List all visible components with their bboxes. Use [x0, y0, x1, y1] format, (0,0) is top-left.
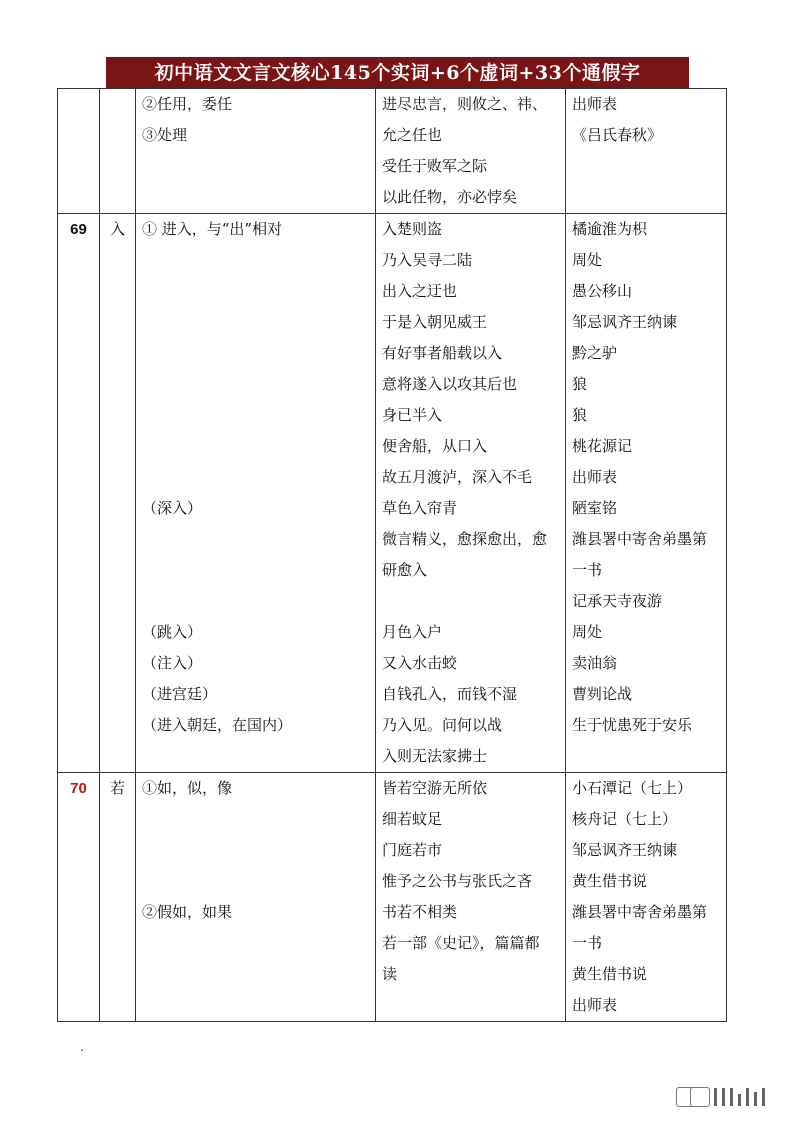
source-line: 桃花源记 — [572, 437, 633, 455]
example-line: 出入之迂也 — [382, 282, 458, 300]
meaning-line: （跳入） — [142, 623, 203, 641]
meaning-line: ③处理 — [142, 126, 188, 144]
source-line: 黔之驴 — [572, 344, 618, 362]
meaning-line — [142, 959, 369, 990]
footnote-dot: . — [80, 1040, 84, 1054]
meaning-line — [142, 928, 369, 959]
example-line: 又入水击蛟 — [382, 654, 458, 672]
meaning-line: （进入朝廷，在国内） — [142, 716, 293, 734]
example-line: 惟予之公书与张氏之吝 — [382, 872, 533, 890]
source-line: 陋室铭 — [572, 499, 618, 517]
example-line: 进尽忠言，则攸之、祎、 — [382, 95, 548, 113]
entry-character: 若 — [100, 773, 136, 1022]
example-line — [382, 586, 559, 617]
example-cell — [376, 214, 566, 773]
meaning-line: ①如，似，像 — [142, 779, 233, 797]
source-line: 邹忌讽齐王纳谏 — [572, 841, 678, 859]
meaning-line — [142, 866, 369, 897]
example-line: 允之任也 — [382, 126, 443, 144]
meaning-line: ②假如，如果 — [142, 903, 233, 921]
entry-character — [100, 89, 136, 214]
source-line: 出师表 — [572, 95, 618, 113]
source-line: 邹忌讽齐王纳谏 — [572, 313, 678, 331]
example-line: 月色入户 — [382, 623, 443, 641]
meaning-line — [142, 307, 369, 338]
source-line: 周处 — [572, 251, 603, 269]
source-line: 黄生借书说 — [572, 965, 648, 983]
source-line — [572, 151, 720, 182]
meaning-line — [142, 990, 369, 1021]
source-line: 周处 — [572, 623, 603, 641]
meaning-line — [142, 276, 369, 307]
source-line: 小石潭记（七上） — [572, 779, 693, 797]
source-line: 卖油翁 — [572, 654, 618, 672]
source-line — [572, 741, 720, 772]
meaning-line — [142, 369, 369, 400]
source-line: 橘逾淮为枳 — [572, 220, 648, 238]
table-row — [58, 773, 727, 1022]
example-line: 乃入见。问何以战 — [382, 716, 503, 734]
source-cell — [566, 773, 727, 1022]
example-line: 故五月渡泸，深入不毛 — [382, 468, 533, 486]
example-line: 乃入吴寻二陆 — [382, 251, 473, 269]
source-line: 潍县署中寄舍弟墨第 — [572, 903, 708, 921]
meaning-line — [142, 151, 369, 182]
example-line: 入则无法家拂士 — [382, 747, 488, 765]
example-line: 若一部《史记》，篇篇都 — [382, 934, 540, 952]
source-line: 《吕氏春秋》 — [572, 126, 663, 144]
meaning-line: （深入） — [142, 499, 203, 517]
source-line: 潍县署中寄舍弟墨第 — [572, 530, 708, 548]
meaning-line — [142, 182, 369, 213]
meaning-line: （注入） — [142, 654, 203, 672]
watermark-logo-icon — [676, 1084, 776, 1110]
source-line: 一书 — [572, 934, 603, 952]
entry-number: 69 — [58, 214, 100, 773]
example-line: 皆若空游无所依 — [382, 779, 488, 797]
meaning-line — [142, 835, 369, 866]
meaning-line — [142, 524, 369, 555]
example-line: 以此任物，亦必悖矣 — [382, 188, 518, 206]
source-line: 记承天寺夜游 — [572, 592, 663, 610]
meaning-line: ① 进入，与“出”相对 — [142, 220, 283, 238]
meaning-line — [142, 462, 369, 493]
source-line: 一书 — [572, 561, 603, 579]
example-line — [382, 990, 559, 1021]
source-line: 生于忧患死于安乐 — [572, 716, 693, 734]
source-line: 狼 — [572, 375, 588, 393]
document-title: 初中语文文言文核心145个实词+6个虚词+33个通假字 — [106, 57, 689, 89]
meaning-line — [142, 804, 369, 835]
example-line: 意将遂入以攻其后也 — [382, 375, 518, 393]
example-line: 受任于败军之际 — [382, 157, 488, 175]
meaning-line — [142, 555, 369, 586]
meaning-cell — [136, 214, 376, 773]
source-line: 曹刿论战 — [572, 685, 633, 703]
example-line: 草色入帘青 — [382, 499, 458, 517]
source-cell — [566, 89, 727, 214]
meaning-cell — [136, 773, 376, 1022]
example-cell — [376, 773, 566, 1022]
table-body — [58, 89, 727, 1022]
source-line: 狼 — [572, 406, 588, 424]
example-line: 读 — [382, 965, 398, 983]
meaning-line: （进宫廷） — [142, 685, 218, 703]
example-line: 门庭若市 — [382, 841, 443, 859]
meaning-line — [142, 586, 369, 617]
example-line: 书若不相类 — [382, 903, 458, 921]
example-line: 有好事者船载以入 — [382, 344, 503, 362]
table-row — [58, 89, 727, 214]
table-row — [58, 214, 727, 773]
example-cell — [376, 89, 566, 214]
source-line: 出师表 — [572, 996, 618, 1014]
example-line: 研愈入 — [382, 561, 428, 579]
vocabulary-table — [57, 88, 727, 1022]
meaning-line — [142, 400, 369, 431]
source-cell — [566, 214, 727, 773]
entry-number — [58, 89, 100, 214]
meaning-line — [142, 245, 369, 276]
example-line: 微言精义，愈探愈出，愈 — [382, 530, 548, 548]
source-line: 黄生借书说 — [572, 872, 648, 890]
entry-number: 70 — [58, 773, 100, 1022]
example-line: 身已半入 — [382, 406, 443, 424]
meaning-cell — [136, 89, 376, 214]
source-line: 出师表 — [572, 468, 618, 486]
source-line — [572, 182, 720, 213]
meaning-line: ②任用，委任 — [142, 95, 233, 113]
source-line: 愚公移山 — [572, 282, 633, 300]
source-line: 核舟记（七上） — [572, 810, 678, 828]
entry-character: 入 — [100, 214, 136, 773]
example-line: 细若蚊足 — [382, 810, 443, 828]
example-line: 自钱孔入，而钱不湿 — [382, 685, 518, 703]
example-line: 便舍船，从口入 — [382, 437, 488, 455]
example-line: 入楚则盗 — [382, 220, 443, 238]
example-line: 于是入朝见威王 — [382, 313, 488, 331]
meaning-line — [142, 338, 369, 369]
meaning-line — [142, 741, 369, 772]
meaning-line — [142, 431, 369, 462]
